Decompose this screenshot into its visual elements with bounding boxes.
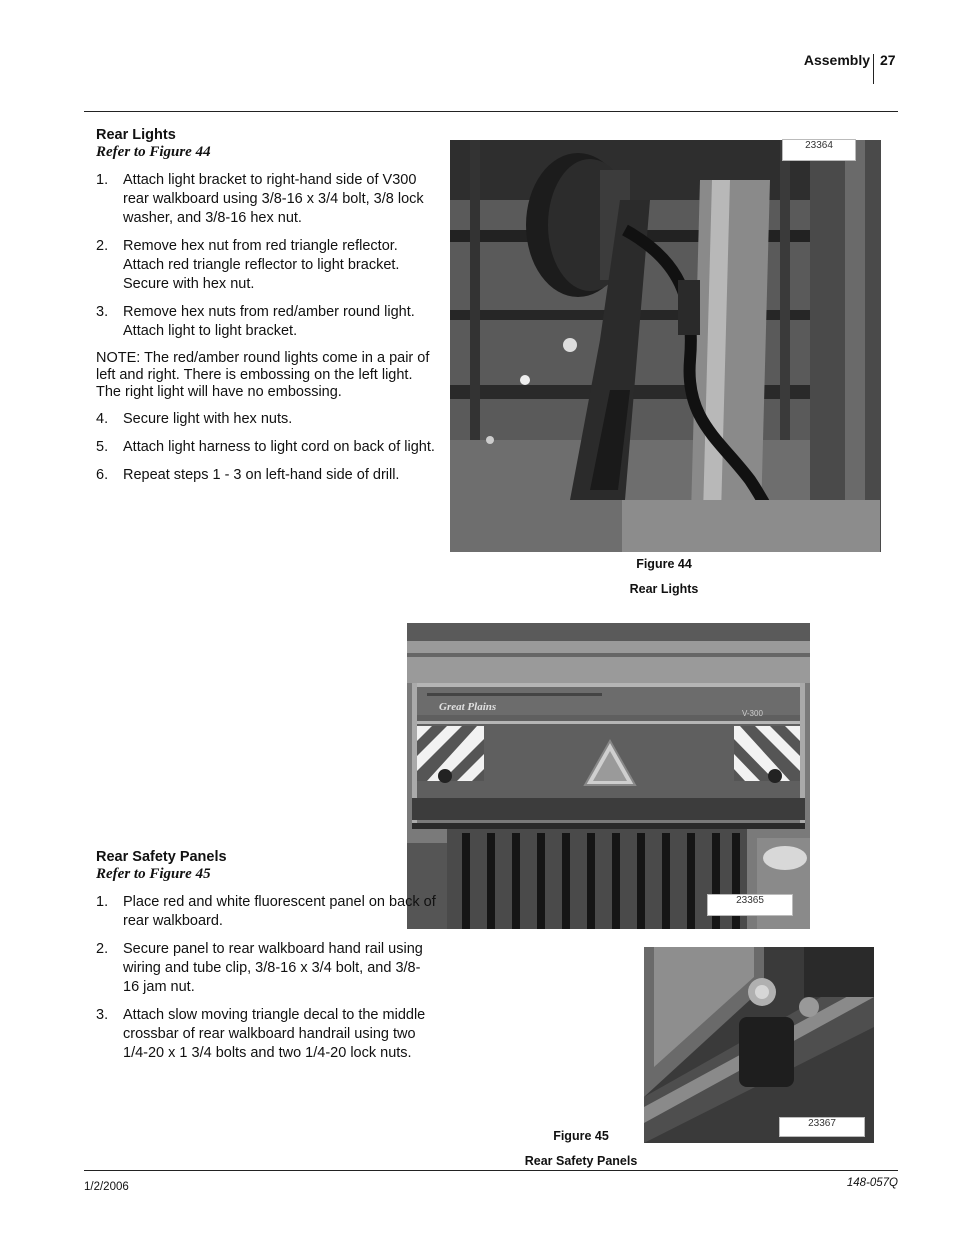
figure-label: Figure 44 [636,557,692,571]
figure-label: Figure 45 [553,1129,609,1143]
list-item: 6. Repeat steps 1 - 3 on left-hand side of drill. [96,467,400,483]
list-item: 3. Attach slow moving triangle decal to the middle crossbar of rear walkboard handrail using two 1/4-20 x 1 3/4 bolts and two 1/4-20 lock nuts. [96,1007,426,1061]
rear-lights-photo [450,140,881,552]
photo-id-label: 23364 [782,139,856,161]
rear-safety-panels-section [96,849,436,1072]
header-section-title: Assembly [803,52,870,68]
steps-list [96,893,436,1063]
note-paragraph: NOTE: The red/amber round lights come in a pair of left and right. There is embossing on the left light. The right light will have no embossing. [96,350,430,400]
list-item: 5. Attach light harness to light cord on back of light. [96,439,435,455]
page-number: 27 [880,52,896,68]
tube-clip-detail-photo [644,947,874,1143]
right-safety-panel [734,726,800,781]
brand-logo-text: Great Plains [439,701,497,713]
list-item: 2. Remove hex nut from red triangle reflector. Attach red triangle reflector to light bracket. Secure with hex nut. [96,238,400,292]
list-item: 3. Remove hex nuts from red/amber round light. Attach light to light bracket. [96,304,415,339]
header-rule [84,111,898,112]
section-heading: Rear Lights [96,127,176,143]
figure-reference: Refer to Figure 44 [96,144,211,160]
photo-id-label: 23365 [707,894,793,916]
steps-list [96,410,436,485]
rear-lights-section [96,127,436,494]
footer-rule [84,1170,898,1171]
list-item: 2. Secure panel to rear walkboard hand rail using wiring and tube clip, 3/8-16 x 3/4 bolt, and 3/8-16 jam nut. [96,941,423,995]
photo-id-label: 23367 [779,1117,865,1137]
steps-list [96,171,436,341]
rear-safety-panels-photo [407,623,810,929]
list-item: 4. Secure light with hex nuts. [96,411,293,427]
list-item: 1. Place red and white fluorescent panel on back of rear walkboard. [96,894,436,929]
figure-reference: Refer to Figure 45 [96,866,211,882]
footer-doc-number: 148-057Q [846,1177,898,1189]
section-heading: Rear Safety Panels [96,849,227,865]
figure-title: Rear Lights [629,582,699,596]
list-item: 1. Attach light bracket to right-hand side of V300 rear walkboard using 3/8-16 x 3/4 bolt, 3/8 lock washer, and 3/8-16 hex nut. [96,172,424,226]
header-separator [873,54,874,84]
model-text: V-300 [742,709,763,718]
figure-title: Rear Safety Panels [524,1154,638,1168]
footer-date: 1/2/2006 [84,1181,129,1193]
